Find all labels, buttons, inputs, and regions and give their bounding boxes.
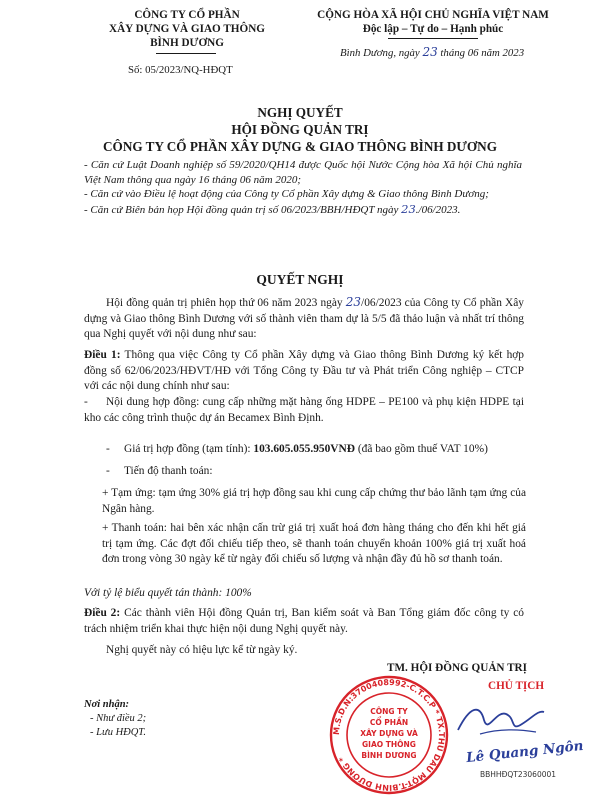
recipient-item: - Như điều 2; — [90, 713, 147, 724]
company-underline — [156, 53, 216, 54]
vote-ratio: Với tỷ lệ biểu quyết tán thành: 100% — [84, 587, 252, 599]
document-code: BBHHĐQT23060001 — [480, 770, 557, 779]
motto-underline — [388, 38, 478, 39]
contract-value: 103.605.055.950VNĐ — [253, 443, 355, 455]
recipients-block — [84, 698, 224, 740]
recipient-item: - Lưu HĐQT. — [90, 727, 146, 738]
seal-ring-text: M.S.D.N:3700408992-C.T.C.P * TX.THỦ DẦU MỘT-T.BÌNH DƯƠNG * — [331, 677, 447, 793]
signature-scribble-icon — [450, 700, 550, 742]
signature-on-behalf: TM. HỘI ĐỒNG QUẢN TRỊ — [387, 662, 527, 674]
title-line1: NGHỊ QUYẾT — [257, 105, 343, 120]
resolution-heading: QUYẾT NGHỊ — [256, 272, 344, 287]
intro-paragraph: Hội đồng quản trị phiên họp thứ 06 năm 2023 ngày 23/06/2023 của Công ty Cổ phần Xây dựng và Giao thông Bình Dương với số thành viên tham dự là 5/5 đã thảo luận và nhất trí thông qua Nghị quyết với nội dung như sau: — [84, 295, 524, 340]
seal-line3: XÂY DỰNG VÀ — [360, 729, 418, 738]
recipients-label: Nơi nhận: — [84, 699, 130, 710]
seal-icon — [324, 674, 454, 796]
company-header — [92, 8, 282, 50]
payment-schedule-item: - Tiến độ thanh toán: — [106, 465, 213, 477]
effective-clause: Nghị quyết này có hiệu lực kể từ ngày ký. — [106, 644, 298, 656]
handwritten-day: 23 — [422, 45, 438, 59]
article-2-text: Các thành viên Hội đồng Quản trị, Ban kiểm soát và Ban Tổng giám đốc công ty có trách nhiệm triển khai thực hiện nội dung Nghị quyết này. — [84, 607, 524, 635]
seal-line5: BÌNH DƯƠNG — [361, 751, 417, 760]
article-2 — [84, 606, 524, 637]
payment-terms-item: + Thanh toán: hai bên xác nhận cấn trừ giá trị xuất hoá đơn hàng tháng cho đến khi hết giá trị tạm ứng. Các đợt đối chiếu tiếp theo, sẽ thanh toán chuyển khoản 100% giá trị xuất hoá đơn trong vòng 30 ngày kể từ ngày đối chiếu số lượng và nhận đầy đủ hồ sơ thanh toán. — [102, 522, 526, 565]
national-header — [292, 8, 574, 36]
national-motto: Độc lập – Tự do – Hạnh phúc — [362, 23, 504, 35]
title-line2: HỘI ĐỒNG QUẢN TRỊ — [231, 122, 369, 137]
article-1 — [84, 348, 524, 395]
basis-board-minutes: - Căn cứ Biên bản họp Hội đồng quản trị số 06/2023/BBH/HĐQT ngày 23./06/2023. — [84, 201, 461, 216]
country-name: CỘNG HÒA XÃ HỘI CHỦ NGHĨA VIỆT NAM — [317, 9, 549, 21]
handwritten-meeting-day: 23 — [345, 295, 362, 309]
document-date: Bình Dương, ngày 23 tháng 06 năm 2023 — [340, 45, 525, 59]
title-line3: CÔNG TY CỔ PHẦN XÂY DỰNG & GIAO THÔNG BÌNH DƯƠNG — [103, 139, 497, 154]
company-seal — [324, 674, 454, 796]
article-1-text: Thông qua việc Công ty Cổ phần Xây dựng và Giao thông Bình Dương ký kết hợp đồng số 62/06/2023/HĐVT/HĐ với Tổng Công ty Đầu tư và Phát triển Công nghiệp – CTCP với các nội dung chính như sau: — [84, 349, 524, 392]
contract-content-item: - Nội dung hợp đồng: cung cấp những mặt hàng ống HDPE – PE100 và phụ kiện HDPE tại kho các công trình thuộc dự án Becamex Bình Định. — [84, 396, 524, 424]
basis-enterprise-law: - Căn cứ Luật Doanh nghiệp số 59/2020/QH14 được Quốc hội Nước Cộng hòa Xã hội Chủ nghĩa Việt Nam thông qua ngày 16 tháng 06 năm 2020; — [84, 159, 522, 186]
contract-value-item: - Giá trị hợp đồng (tạm tính): 103.605.055.950VNĐ (đã bao gồm thuế VAT 10%) — [106, 443, 488, 455]
company-name-line1: CÔNG TY CỔ PHẦN — [134, 9, 240, 21]
advance-payment-item: + Tạm ứng: tạm ứng 30% giá trị hợp đồng sau khi cung cấp chứng thư bảo lãnh tạm ứng của Ngân hàng. — [102, 487, 526, 515]
company-name-line3: BÌNH DƯƠNG — [150, 37, 224, 49]
article-2-label: Điều 2: — [84, 607, 121, 619]
legal-bases — [84, 158, 522, 217]
document-number: Số: 05/2023/NQ-HĐQT — [128, 64, 233, 76]
seal-line2: CỔ PHẦN — [369, 718, 409, 727]
document-title — [60, 104, 540, 155]
basis-charter: - Căn cứ vào Điều lệ hoạt động của Công ty Cổ phần Xây dựng & Giao thông Bình Dương; — [84, 188, 489, 201]
article-1-label: Điều 1: — [84, 349, 121, 361]
handwritten-minutes-day: 23 — [401, 201, 416, 216]
signature-position: CHỦ TỊCH — [488, 680, 545, 692]
seal-line1: CÔNG TY — [370, 707, 408, 716]
signer-name: Lê Quang Ngôn — [465, 737, 585, 767]
seal-line4: GIAO THÔNG — [362, 740, 416, 749]
company-name-line2: XÂY DỰNG VÀ GIAO THÔNG — [108, 23, 265, 35]
